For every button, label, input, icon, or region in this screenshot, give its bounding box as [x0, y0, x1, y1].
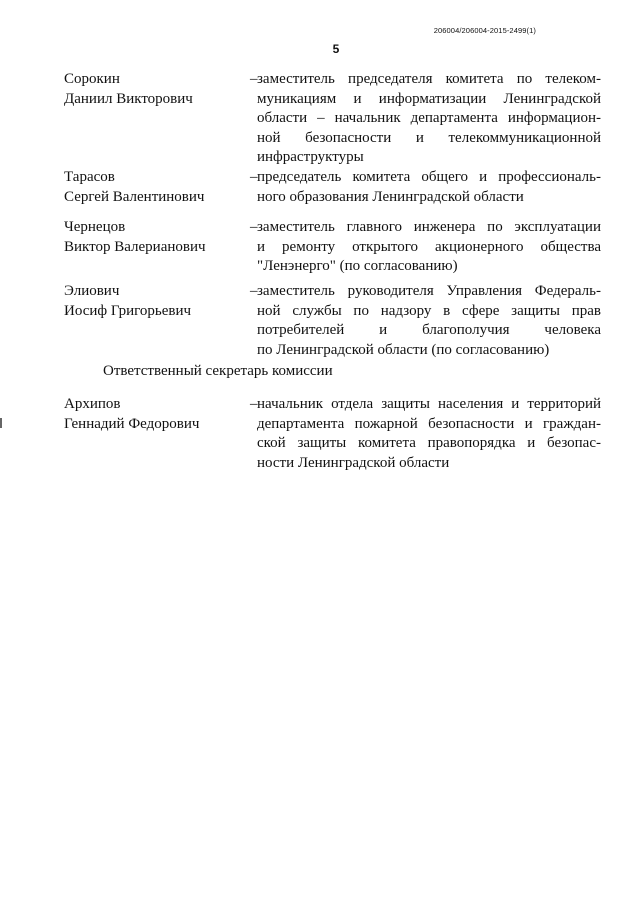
role-line: области – начальник департамента информацион- [257, 110, 601, 126]
member-given-name: Геннадий Федорович [64, 415, 200, 432]
dash-separator: – [250, 71, 258, 87]
member-surname: Чернецов [64, 219, 126, 235]
document-id: 206004/206004-2015-2499(1) [433, 26, 536, 35]
member-name [64, 70, 264, 109]
role-line: по Ленинградской области (по согласованию) [257, 341, 550, 358]
dash-separator: – [250, 169, 258, 185]
member-role [257, 282, 601, 360]
dash-separator: – [250, 283, 258, 299]
member-surname: Сорокин [64, 71, 120, 87]
member-surname: Тарасов [64, 169, 115, 185]
role-line: и ремонту открытого акционерного общества [257, 238, 601, 255]
dash-separator: – [250, 219, 258, 235]
member-given-name: Иосиф Григорьевич [64, 302, 192, 319]
role-line: заместитель руководителя Управления Федераль- [257, 283, 601, 299]
member-surname: Архипов [64, 396, 121, 412]
role-line: ности Ленинградской области [257, 454, 450, 471]
member-name [64, 282, 264, 321]
role-line: инфраструктуры [257, 149, 364, 165]
role-line: заместитель главного инженера по эксплуатации [257, 219, 601, 235]
role-line: потребителей и благополучия человека [257, 322, 601, 338]
member-name [64, 395, 264, 434]
member-given-name: Сергей Валентинович [64, 188, 205, 205]
member-given-name: Даниил Викторович [64, 90, 193, 107]
role-line: председатель комитета общего и профессиональ- [257, 169, 601, 185]
role-line: муникациям и информатизации Ленинградской [257, 90, 601, 107]
dash-separator: – [250, 396, 258, 412]
member-given-name: Виктор Валерианович [64, 238, 206, 255]
role-line: начальник отдела защиты населения и территорий [257, 396, 601, 412]
member-role [257, 70, 601, 168]
member-name [64, 168, 264, 207]
member-surname: Элиович [64, 283, 120, 299]
member-name [64, 218, 264, 257]
role-line: "Ленэнерго" (по согласованию) [257, 258, 458, 274]
role-line: заместитель председателя комитета по телеком- [257, 71, 601, 87]
scan-edge-mark [0, 418, 2, 428]
secretary-heading: Ответственный секретарь комиссии [103, 363, 333, 379]
role-line: ной службы по надзору в сфере защиты прав [257, 302, 601, 319]
member-role [257, 168, 601, 207]
member-role [257, 218, 601, 277]
page-number: 5 [332, 42, 340, 56]
role-line: департамента пожарной безопасности и граждан- [257, 415, 601, 432]
role-line: ного образования Ленинградской области [257, 188, 524, 205]
member-role [257, 395, 601, 473]
role-line: ской защиты комитета правопорядка и безопас- [257, 435, 601, 451]
role-line: ной безопасности и телекоммуникационной [257, 129, 601, 146]
